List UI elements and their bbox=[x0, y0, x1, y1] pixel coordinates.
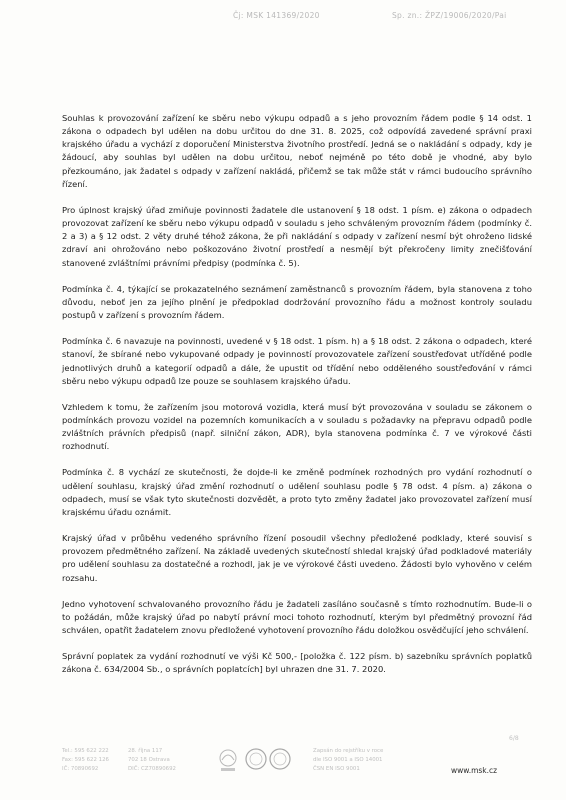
iso-14001-logo-icon bbox=[270, 749, 290, 769]
footer-line: IČ: 70890692 bbox=[62, 766, 99, 772]
iso-9001-logo-icon bbox=[246, 749, 266, 769]
paragraph-condition-7: Vzhledem k tomu, že zařízením jsou motorová vozidla, která musí být provozována v souladu se zákonem o podmínkách provozu vozidel na pozemních komunikacích a v souladu s požadavky na přepravu odpadů podle zvláštních právních předpisů (např. silniční zákon, ADR), byla stanovena podmínka č. 7 ve výrokové části rozhodnutí. bbox=[62, 401, 532, 452]
footer-line: 28. října 117 bbox=[128, 748, 163, 754]
paragraph-validity: Souhlas k provozování zařízení ke sběru nebo výkupu odpadů a s jeho provozním řádem podle § 14 odst. 1 zákona o odpadech byl udělen na dobu určitou do dne 31. 8. 2025, což odpovídá zavedené správní praxi krajského úřadu a vychází z doporučení Ministerstva životního prostředí. Jedná se o nakládání s odpady, kdy je žádoucí, aby souhlas byl udělen na dobu určitou, neboť nejméně po této době je vhodné, aby bylo přezkoumáno, jak žadatel s odpady v zařízení nakládá, přičemž se tak může stát v rámci budoucího správního řízení. bbox=[62, 113, 532, 189]
footer-line: ČSN EN ISO 9001 bbox=[313, 766, 360, 772]
reference-number: Čj: MSK 141369/2020 bbox=[233, 11, 320, 20]
footer-contacts bbox=[62, 747, 109, 774]
paragraph-assessment: Krajský úřad v průběhu vedeného správního řízení posoudil všechny předložené podklady, které souvisí s provozem předmětného zařízení. Na základě uvedených skutečností shledal krajský úřad podkladové materiály pro udělení souhlasu za dostatečné a rozhodl, jak je ve výrokové části uvedeno. Žádosti bylo vyhověno v celém rozsahu. bbox=[62, 533, 532, 583]
page-number: 6/8 bbox=[509, 735, 519, 742]
paragraph-condition-8: Podmínka č. 8 vychází ze skutečnosti, že dojde-li ke změně podmínek rozhodných pro vydání rozhodnutí o udělení souhlasu, krajský úřad změní rozhodnutí o udělení souhlasu podle § 78 odst. 4 písm. a) zákona o odpadech, musí se však tyto skutečnosti dozvědět, a proto tyto změny žadatel jako provozovatel zařízení musí krajskému úřadu oznámit. bbox=[62, 467, 532, 517]
footer-line: Zapsán do rejstříku v roce bbox=[313, 748, 384, 754]
certification-logos bbox=[216, 746, 300, 774]
file-number: Sp. zn.: ŽPZ/19006/2020/Pai bbox=[392, 11, 507, 20]
footer-certification bbox=[313, 747, 383, 774]
paragraph-fee: Správní poplatek za vydání rozhodnutí ve výši Kč 500,- [položka č. 122 písm. b) sazebníku správních poplatků zákona č. 634/2004 Sb., o správních poplatcích] byl uhrazen dne 31. 7. 2020. bbox=[62, 651, 532, 675]
footer-line: Tel.: 595 622 222 bbox=[62, 748, 109, 754]
footer-address bbox=[128, 747, 176, 774]
website-link[interactable]: www.msk.cz bbox=[451, 766, 498, 775]
paragraph-obligations: Pro úplnost krajský úřad zmiňuje povinnosti žadatele dle ustanovení § 18 odst. 1 písm. e) zákona o odpadech provozovat zařízení ke sběru nebo výkupu odpadů v souladu s jeho schváleným provozním řádem (podmínky č. 2 a 3) a § 12 odst. 2 věty druhé téhož zákona, že při nakládání s odpady v zařízení nesmí být ohroženo lidské zdraví ani ohrožováno nebo poškozováno životní prostředí a nesmějí být překročeny limity znečišťování stanovené zvláštními právními předpisy (podmínka č. 5). bbox=[62, 204, 532, 268]
paragraph-condition-4: Podmínka č. 4, týkající se prokazatelného seznámení zaměstnanců s provozním řádem, byla stanovena z toho důvodu, neboť jen za jejího plnění je předpoklad dodržování provozního řádu a možnost kontroly souladu postupů v zařízení s provozním řádem. bbox=[62, 283, 532, 321]
footer bbox=[0, 740, 566, 800]
paragraph-operating-rules: Jedno vyhotovení schvalovaného provozního řádu je žadateli zasíláno současně s tímto rozhodnutím. Bude-li o to požádán, může krajský úřad po nabytí právní moci tohoto rozhodnutí, kterým byl předmětný provozní řád schválen, opatřit žadatelem znovu předložené vyhotovení provozního řádu doložkou osvědčující jeho schválení. bbox=[62, 598, 532, 635]
footer-line: DIČ: CZ70890692 bbox=[128, 766, 176, 772]
footer-line: dle ISO 9001 a ISO 14001 bbox=[313, 757, 383, 763]
emas-logo-icon bbox=[220, 750, 236, 771]
footer-line: 702 18 Ostrava bbox=[128, 757, 170, 763]
document-body bbox=[62, 112, 532, 676]
paragraph-condition-6: Podmínka č. 6 navazuje na povinnosti, uvedené v § 18 odst. 1 písm. h) a § 18 odst. 2 zákona o odpadech, které stanoví, že sbírané nebo vykupované odpady je povinností provozovatele zařízení soustřeďovat utříděné podle jednotlivých druhů a kategorií odpadů a dále, že upustit od třídění nebo odděleného soustřeďování v rámci sběru nebo výkupu odpadů lze pouze se souhlasem krajského úřadu. bbox=[62, 336, 532, 386]
footer-line: Fax: 595 622 126 bbox=[62, 757, 109, 763]
